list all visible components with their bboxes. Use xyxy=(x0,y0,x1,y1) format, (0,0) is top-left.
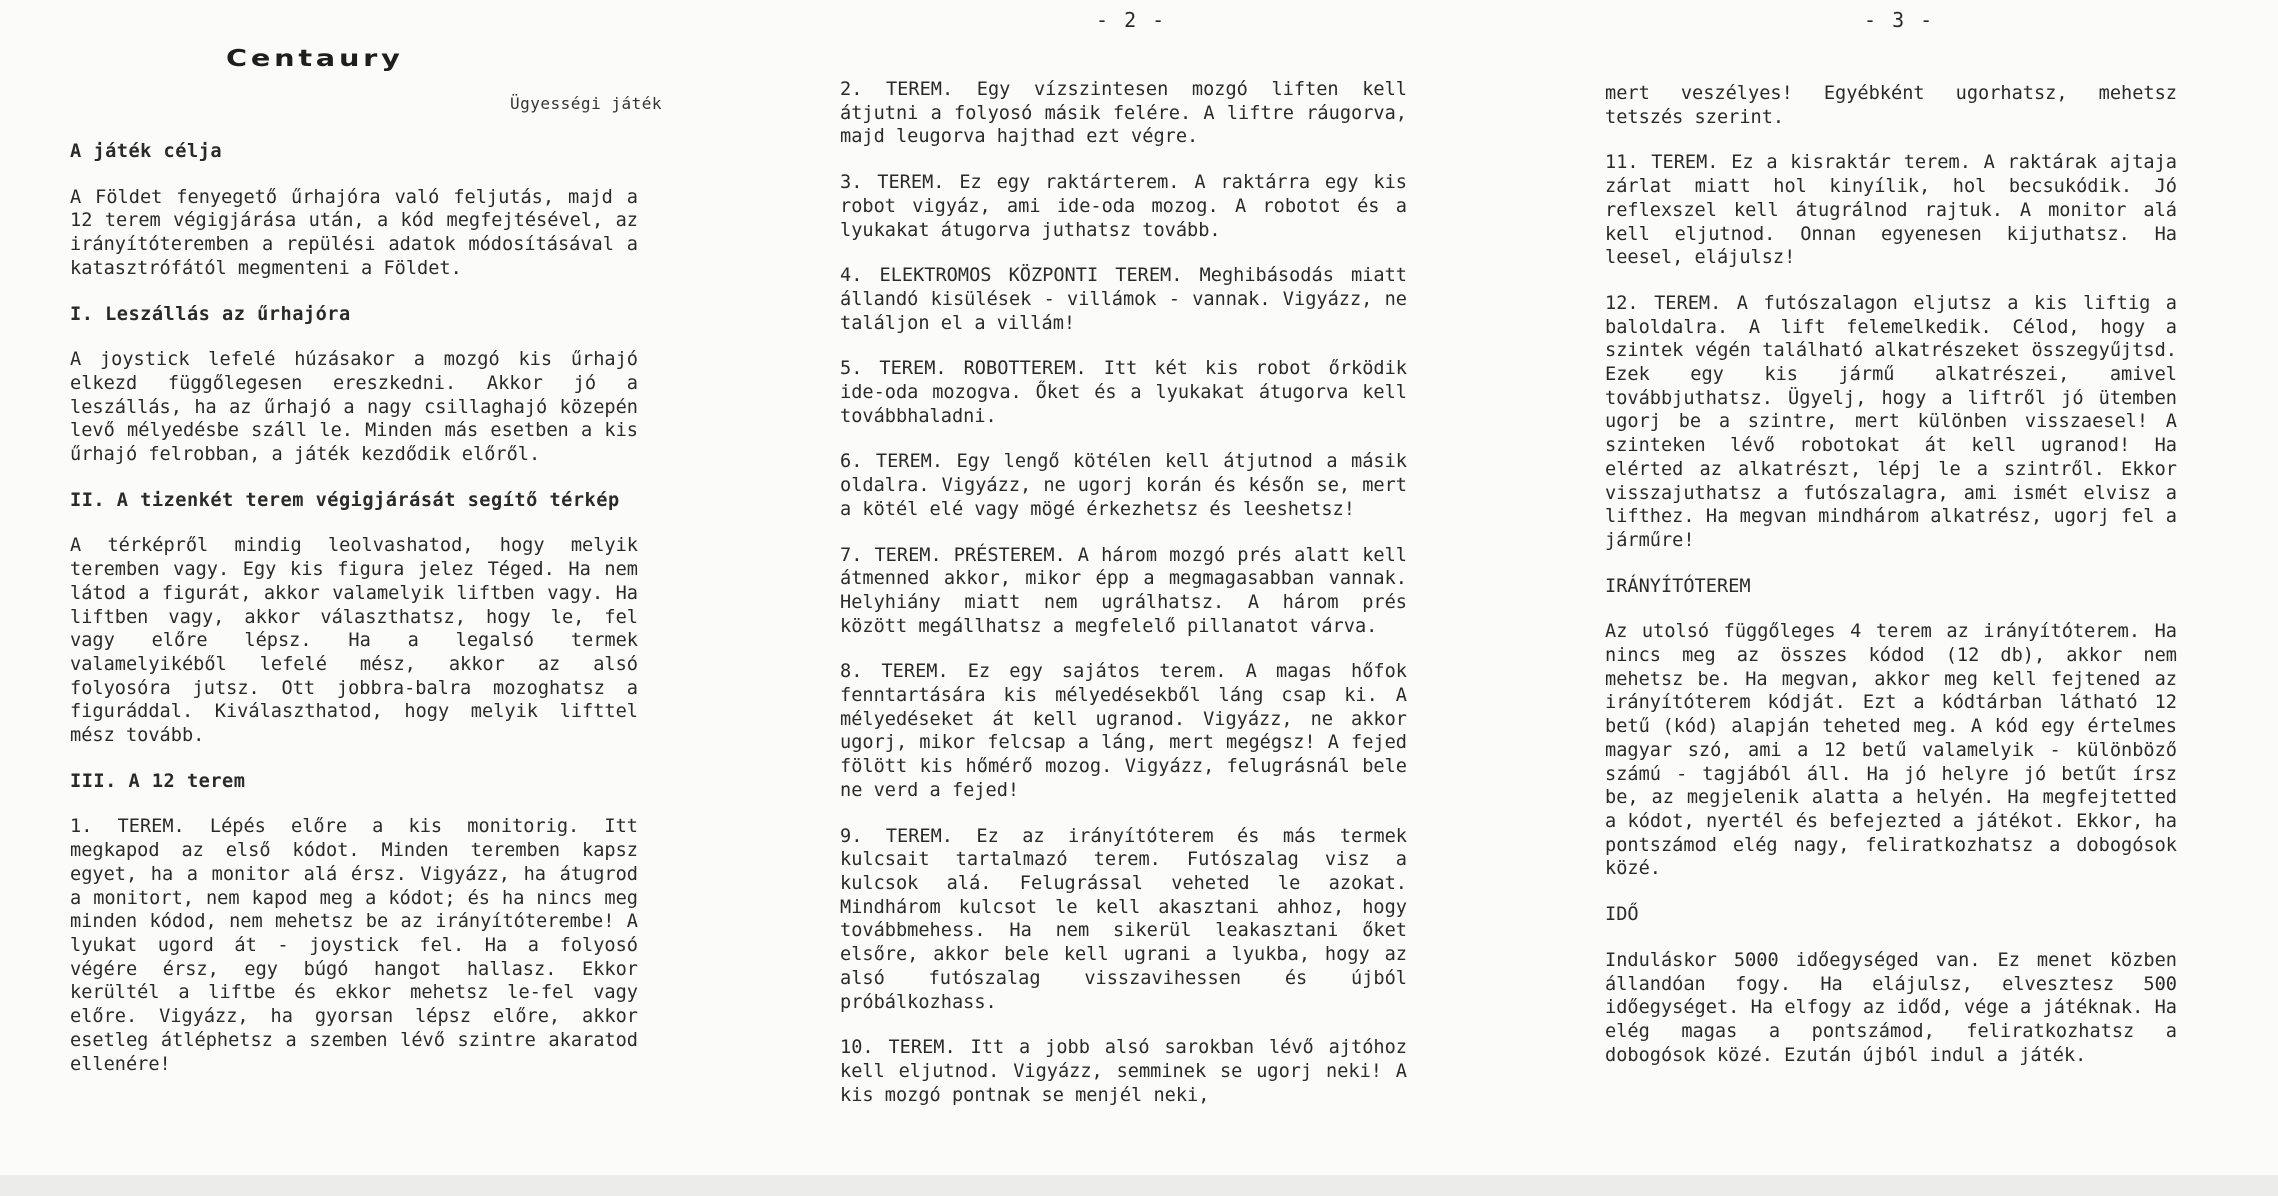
paragraph: IDŐ xyxy=(1605,904,1639,926)
paragraph: 8. TEREM. Ez egy sajátos terem. A magas hőfok fenntartására kis mélyedésekből láng csap ki. A mélyedéseket át kell ugranod. Vigyázz, ne akkor ugorj, mikor felcsap a láng, mert megégsz! A fejed fölött kis hőmérő mozog. Vigyázz, felugrásnál bele ne verd a fejed! xyxy=(840,661,1407,801)
section-heading: A játék célja xyxy=(70,141,223,162)
paragraph: 6. TEREM. Egy lengő kötélen kell átjutnod a másik oldalra. Vigyázz, ne ugorj korán és későn se, mert a kötél elé vagy mögé érkezhetsz és leeshetsz! xyxy=(840,451,1407,520)
paragraph: 1. TEREM. Lépés előre a kis monitorig. Itt megkapod az első kódot. Minden teremben kapsz egyet, ha a monitor alá érsz. Vigyázz, ha átugrod a monitort, nem kapod meg a kódot; és ha nincs meg minden kódod, nem mehetsz be az irányítóterembe! A lyukat ugord át - joystick fel. Ha a folyosó végére érsz, egy búgó hangot hallasz. Ekkor kerültél a liftbe és ekkor mehetsz le-fel vagy előre. Vigyázz, ha gyorsan lépsz előre, akkor esetleg átléphetsz a szemben lévő szintre akaratod ellenére! xyxy=(70,816,638,1075)
section-heading: III. A 12 terem xyxy=(70,770,246,792)
paragraph: Az utolsó függőleges 4 terem az irányítóterem. Ha nincs meg az összes kódod (12 db), akkor nem mehetsz be. Ha megvan, akkor meg kell fejtened az irányítóterem kódját. Ezt a kódtárban látható 12 betű (kód) alapján teheted meg. A kód egy értelmes magyar szó, ami a 12 betű valamelyik - különböző számú - tagjából áll. Ha jó helyre jó betűt írsz be, az megjelenik alatta a helyén. Ha megfejtetted a kódot, nyertél és befejezted a játékot. Ekkor, ha pontszámod elég nagy, feliratkozhatsz a dobogósok közé. xyxy=(1605,621,2177,880)
paragraph: 7. TEREM. PRÉSTEREM. A három mozgó prés alatt kell átmenned akkor, mikor épp a megmagasabban vannak. Helyhiány miatt nem ugrálhatsz. A három prés között megállhatsz a megfelelő pillanatot várva. xyxy=(840,544,1407,637)
paragraph: 2. TEREM. Egy vízszintesen mozgó liften kell átjutni a folyosó másik felére. A liftre ráugorva, majd leugorva hajthad ezt végre. xyxy=(840,79,1407,148)
paragraph: 11. TEREM. Ez a kisraktár terem. A raktárak ajtaja zárlat miatt hol kinyílik, hol becsukódik. Jó reflexszel kell átugrálnod rajtuk. A monitor alá kell eljutnod. Onnan egyenesen kijuthatsz. Ha leesel, elájulsz! xyxy=(1605,152,2177,269)
game-subtitle: Ügyességi játék xyxy=(510,94,662,113)
paragraph: 10. TEREM. Itt a jobb alsó sarokban lévő ajtóhoz kell eljutnod. Vigyázz, semminek se ugorj neki! A kis mozgó pontnak se menjél neki, xyxy=(840,1037,1407,1106)
game-title: Centaury xyxy=(226,46,404,72)
paragraph: 4. ELEKTROMOS KÖZPONTI TEREM. Meghibásodás miatt állandó kisülések - villámok - vannak. Vigyázz, ne találjon el a villám! xyxy=(840,265,1407,334)
paragraph: mert veszélyes! Egyébként ugorhatsz, mehetsz tetszés szerint. xyxy=(1605,83,2177,128)
section-heading: I. Leszállás az űrhajóra xyxy=(70,303,351,325)
paragraph: Induláskor 5000 időegységed van. Ez menet közben állandóan fogy. Ha elájulsz, elvesztesz 500 időegységet. Ha elfogy az időd, vége a játéknak. Ha elég magas a pontszámod, feliratkozhatsz a dobogósok közé. Ezután újból indul a játék. xyxy=(1605,949,2177,1066)
section-heading: II. A tizenkét terem végigjárását segítő térkép xyxy=(70,489,620,511)
bottom-strip xyxy=(0,1175,2278,1196)
paragraph: 12. TEREM. A futószalagon eljutsz a kis liftig a baloldalra. A lift felemelkedik. Célod, hogy a szintek végén található alkatrészeket összegyűjtsd. Ezek egy kis jármű alkatrészei, amivel továbbjuthatsz. Ügyelj, hogy a liftről jó ütemben ugorj be a szintre, mert különben visszaesel! A szinteken lévő robotokat át kell ugranod! Ha elérted az alkatrészt, lépj le a szintről. Ekkor visszajuthatsz a futószalagra, ami ismét elvisz a lifthez. Ha megvan mindhárom alkatrész, ugorj fel a járműre! xyxy=(1605,292,2177,551)
page-number-3: - 3 - xyxy=(1864,8,1935,32)
paragraph: 9. TEREM. Ez az irányítóterem és más termek kulcsait tartalmazó terem. Futószalag visz a kulcsok alá. Felugrással veheted le azokat. Mindhárom kulcsot le kell akasztani ahhoz, hogy továbbmehess. Ha nem sikerül leakasztani őket elsőre, akkor bele kell ugrani a lyukba, hogy az alsó futószalag visszavihessen és újból próbálkozhass. xyxy=(840,825,1407,1013)
paragraph: A Földet fenyegető űrhajóra való feljutás, majd a 12 terem végigjárása után, a kód megfejtésével, az irányítóteremben a repülési adatok módosításával a katasztrófától megmenteni a Földet. xyxy=(70,186,638,279)
paragraph: IRÁNYÍTÓTEREM xyxy=(1605,575,1751,597)
column-2 xyxy=(840,78,1407,1129)
paragraph: A joystick lefelé húzásakor a mozgó kis űrhajó elkezd függőlegesen ereszkedni. Akkor jó a leszállás, ha az űrhajó a nagy csillaghajó közepén levő mélyedésbe száll le. Minden más esetben a kis űrhajó felrobban, a játék kezdődik előről. xyxy=(70,349,638,466)
column-1 xyxy=(70,140,638,1098)
paragraph: A térképről mindig leolvashatod, hogy melyik teremben vagy. Egy kis figura jelez Téged. Ha nem látod a figurát, akkor valamelyik liftben vagy. Ha liftben vagy, akkor választhatsz, hogy le, fel vagy előre lépsz. Ha a legalsó termek valamelyikéből lefelé mész, akkor az alsó folyosóra jutsz. Ott jobbra-balra mozoghatsz a figuráddal. Kiválaszthatod, hogy melyik lifttel mész tovább. xyxy=(70,535,638,747)
paragraph: 5. TEREM. ROBOTTEREM. Itt két kis robot őrködik ide-oda mozogva. Őket és a lyukakat átugorva kell továbbhaladni. xyxy=(840,358,1407,427)
page-number-2: - 2 - xyxy=(1096,8,1167,32)
paragraph: 3. TEREM. Ez egy raktárterem. A raktárra egy kis robot vigyáz, ami ide-oda mozog. A robotot és a lyukakat átugorva juthatsz tovább. xyxy=(840,172,1407,241)
column-3 xyxy=(1605,82,2177,1089)
